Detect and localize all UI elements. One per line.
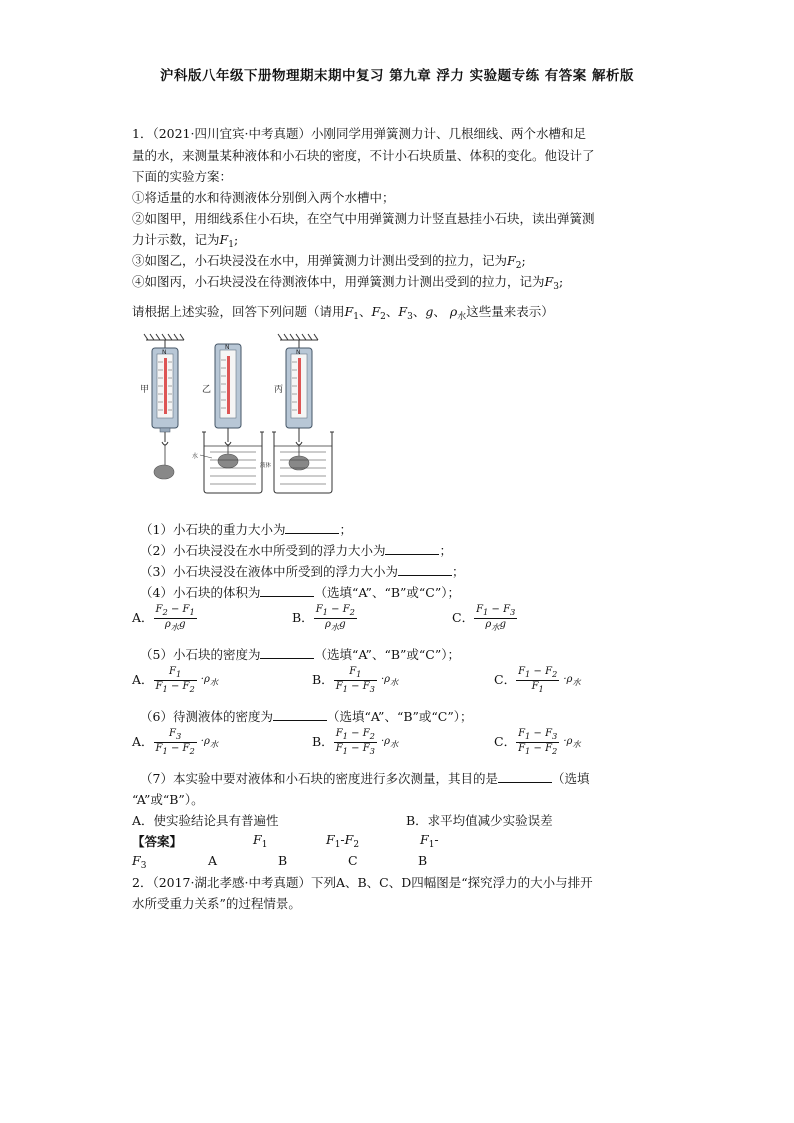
svg-text:水: 水 xyxy=(192,453,199,460)
q2-stem-line2: 水所受重力关系”的过程情景。 xyxy=(132,896,301,911)
q6-option-a: A． $\frac{F_3}{F_1 - F_2}$ $\cdot\rho_水$ xyxy=(132,728,219,756)
sub-q7-line2: “A”或“B”）。 xyxy=(132,792,204,807)
q4-option-b: B． $\frac{F_1 - F_2}{\rho_水g}$ xyxy=(292,604,355,632)
sub-q2: （2）小石块浸没在水中所受到的浮力大小为 ； xyxy=(140,543,452,558)
sub-q7-line1: （7）本实验中要对液体和小石块的密度进行多次测量，其目的是 （选填 xyxy=(140,771,590,786)
q1-step4: ④如图丙，小石块浸没在待测液体中，用弹簧测力计测出受到的拉力，记为$F_3$; xyxy=(132,274,564,292)
svg-text:N: N xyxy=(162,349,167,356)
q1-step2b: 力计示数，记为$F_1$; xyxy=(132,232,239,250)
q2-stem-line1: 2．（2017·湖北孝感·中考真题）下列A、B、C、D四幅图是“探究浮力的大小与排开 xyxy=(132,875,593,890)
q6-option-c: C． $\frac{F_1 - F_3}{F_1 - F_2}$ $\cdot\rho_水$ xyxy=(494,728,581,756)
sub-q3: （3）小石块浸没在液体中所受到的浮力大小为 ； xyxy=(140,564,465,579)
q6-option-b: B． $\frac{F_1 - F_2}{F_1 - F_3}$ $\cdot\rho_水$ xyxy=(312,728,399,756)
q1-stem-line1: 1．（2021·四川宜宾·中考真题）小刚同学用弹簧测力计、几根细线、两个水槽和足 xyxy=(132,126,586,141)
q5-option-a: A． $\frac{F_1}{F_1 - F_2}$ $\cdot\rho_水$ xyxy=(132,666,219,694)
scale-jia xyxy=(152,348,178,479)
answer-7: B xyxy=(418,853,428,868)
answer-2: $F_1-F_2$ xyxy=(326,832,360,850)
answer-label: 【答案】 xyxy=(132,834,183,849)
q1-prompt: 请根据上述实验，回答下列问题（请用$F_1$、$F_2$、$F_3$、g、 $\rho_水$这些量来表示） xyxy=(132,304,554,322)
sub-q4: （4）小石块的体积为 （选填“A”、“B”或“C”）； xyxy=(140,585,461,600)
answer-3-part: $F_1-$ xyxy=(420,832,439,850)
scale-yi xyxy=(215,344,241,468)
q7-option-a: A．使实验结论具有普遍性 xyxy=(132,813,279,828)
q4-option-c: C． $\frac{F_1 - F_3}{\rho_水g}$ xyxy=(452,604,516,632)
q5-option-b: B． $\frac{F_1}{F_1 - F_3}$ $\cdot\rho_水$ xyxy=(312,666,399,694)
q4-option-a: A． $\frac{F_2 - F_1}{\rho_水g}$ xyxy=(132,604,195,632)
page-title: 沪科版八年级下册物理期末期中复习 第九章 浮力 实验题专练 有答案 解析版 xyxy=(160,68,634,84)
answer-5: B xyxy=(278,853,288,868)
answer-1: $F_1$ xyxy=(253,832,268,850)
answer-3-cont: $F_3$ xyxy=(132,853,147,871)
q7-option-b: B．求平均值减少实验误差 xyxy=(406,813,553,828)
q5-option-c: C． $\frac{F_1 - F_2}{F_1}$ $\cdot\rho_水$ xyxy=(494,666,581,694)
spring-scale-figure xyxy=(140,330,340,498)
sub-q5: （5）小石块的密度为 （选填“A”、“B”或“C”）； xyxy=(140,647,461,662)
sub-q1: （1）小石块的重力大小为 ； xyxy=(140,522,352,537)
q1-step2a: ②如图甲，用细线系住小石块，在空气中用弹簧测力计竖直悬挂小石块，读出弹簧测 xyxy=(132,211,595,226)
q1-stem-line3: 下面的实验方案： xyxy=(132,169,233,184)
answer-6: C xyxy=(348,853,358,868)
q1-step3: ③如图乙，小石块浸没在水中，用弹簧测力计测出受到的拉力，记为$F_2$; xyxy=(132,253,526,271)
svg-text:丙: 丙 xyxy=(274,385,284,395)
sub-q6: （6）待测液体的密度为 （选填“A”、“B”或“C”）； xyxy=(140,709,473,724)
svg-text:液体: 液体 xyxy=(260,463,272,469)
svg-text:甲: 甲 xyxy=(140,385,150,395)
svg-text:乙: 乙 xyxy=(202,385,212,395)
q1-stem-line2: 量的水，来测量某种液体和小石块的密度，不计小石块质量、体积的变化。他设计了 xyxy=(132,148,595,163)
svg-text:N: N xyxy=(296,349,301,356)
answer-4: A xyxy=(208,853,218,868)
q1-step1: ①将适量的水和待测液体分别倒入两个水槽中； xyxy=(132,190,395,205)
svg-text:N: N xyxy=(225,344,230,351)
